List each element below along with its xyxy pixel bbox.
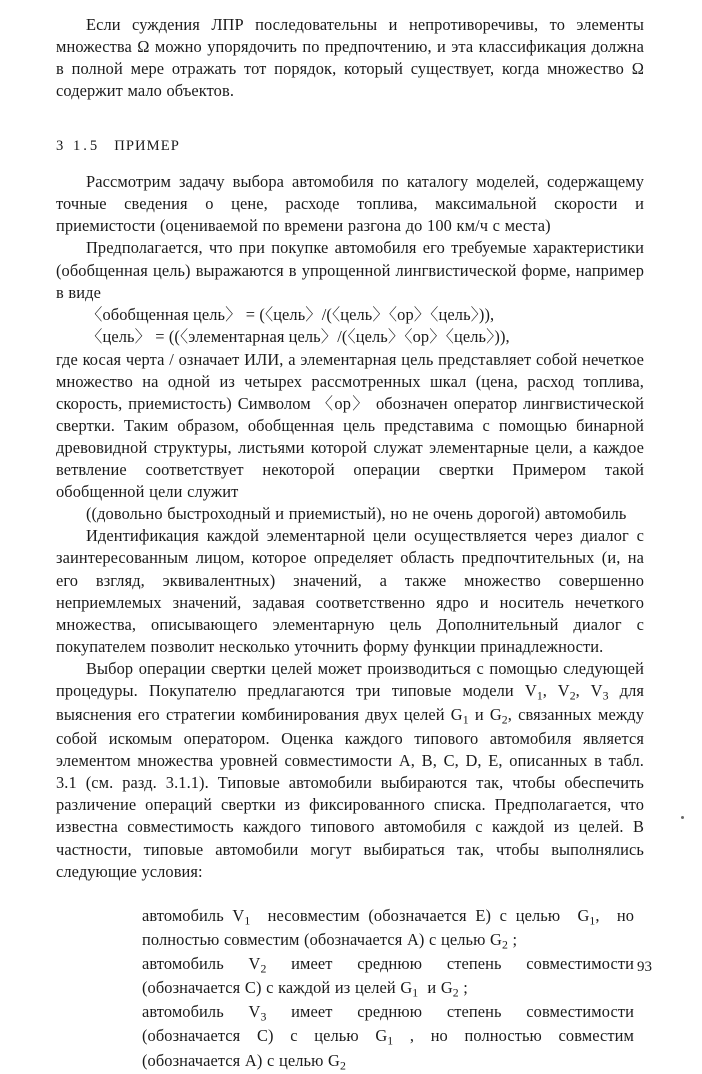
- body-paragraph-4: Идентификация каждой элементарной цели осуществляется через диалог с заинтересованным лицом, которое определяет область предпочтительных (и, на его взгляд, эквивалентных) значений, а также множество совершенно неприемлемых значений, задавая соответственно ядро и носитель нечеткого множества, описывающего элементарную цель Дополнительный диалог с покупателем позволит несколько уточнить форму функции принадлежности.: [56, 526, 644, 656]
- formula-line-1: 〈обобщенная цель〉 = (〈цель〉/(〈цель〉〈ор〉〈цель〉)),: [86, 304, 495, 324]
- intro-paragraph: Если суждения ЛПР последовательны и непротиворечивы, то элементы множества Ω можно упорядочить по предпочтению, и эта классификация должна в полной мере отражать тот порядок, который существует, когда множество Ω содержит мало объектов.: [56, 15, 644, 101]
- condition-item-2: автомобиль $V_2$ имеет среднюю степень совместимости (обозначается С) с каждой из целей $G_1$ и $G_2$ ;: [142, 953, 634, 1000]
- formula-line-2: 〈цель〉 = ((〈элементарная цель〉/(〈цель〉〈ор〉〈цель〉)),: [86, 327, 510, 347]
- conditions-list: [56, 905, 644, 1074]
- example-goal-line: ((довольно быстроходный и приемистый), но не очень дорогой) автомобиль: [86, 504, 627, 524]
- section-heading: [56, 138, 644, 155]
- scan-speck: [681, 816, 684, 819]
- body-paragraph-5: Выбор операции свертки целей может производиться с помощью следующей процедуры. Покупателю предлагаются три типовые модели $V_1$, $V_2$, $V_3$ для выяснения его стратегии комбинирования двух целей $G_1$ и $G_2$, связанных между собой искомым оператором. Оценка каждого типового автомобиля является элементом множества уровней совместимости A, B, C, D, E, описанных в табл. 3.1 (см. разд. 3.1.1). Типовые автомобили выбираются так, чтобы обеспечить различение операций свертки из фиксированного списка. Предполагается, что известна совместимость каждого типового автомобиля с каждой из целей. В частности, типовые автомобили могут выбираться так, чтобы выполнялись следующие условия:: [56, 658, 644, 881]
- body-paragraph-1: Рассмотрим задачу выбора автомобиля по каталогу моделей, содержащему точные сведения о цене, расходе топлива, максимальной скорости и приемистости (оцениваемой по времени разгона до 100 км/ч с места): [56, 172, 644, 236]
- section-title: ПРИМЕР: [114, 138, 180, 155]
- condition-item-3: автомобиль $V_3$ имеет среднюю степень совместимости (обозначается С) с целью $G_1$ , но полностью совместим (обозначается А) с целью $G_2$: [142, 1002, 634, 1072]
- body-paragraph-3: где косая черта / означает ИЛИ, а элементарная цель представляет собой нечеткое множество на одной из четырех рассмотренных шкал (цена, расход топлива, скорость, приемистость) Символом 〈ор〉 обозначен оператор лингвистической свертки. Таким образом, обобщенная цель представима с помощью бинарной древовидной структуры, листьями которой служат элементарные цели, а каждое ветвление соответствует некоторой операции свертки Примером такой обобщенной цели служит: [56, 349, 644, 502]
- section-number: 3 1.5: [56, 138, 101, 155]
- body-paragraph-2: Предполагается, что при покупке автомобиля его требуемые характеристики (обобщенная цель) выражаются в упрощенной лингвистической форме, например в виде: [56, 238, 644, 302]
- condition-item-1: автомобиль $V_1$ несовместим (обозначается Е) с целью $G_1$, но полностью совместим (обозначается А) с целью $G_2$ ;: [142, 905, 635, 952]
- page-number: 93: [637, 959, 652, 975]
